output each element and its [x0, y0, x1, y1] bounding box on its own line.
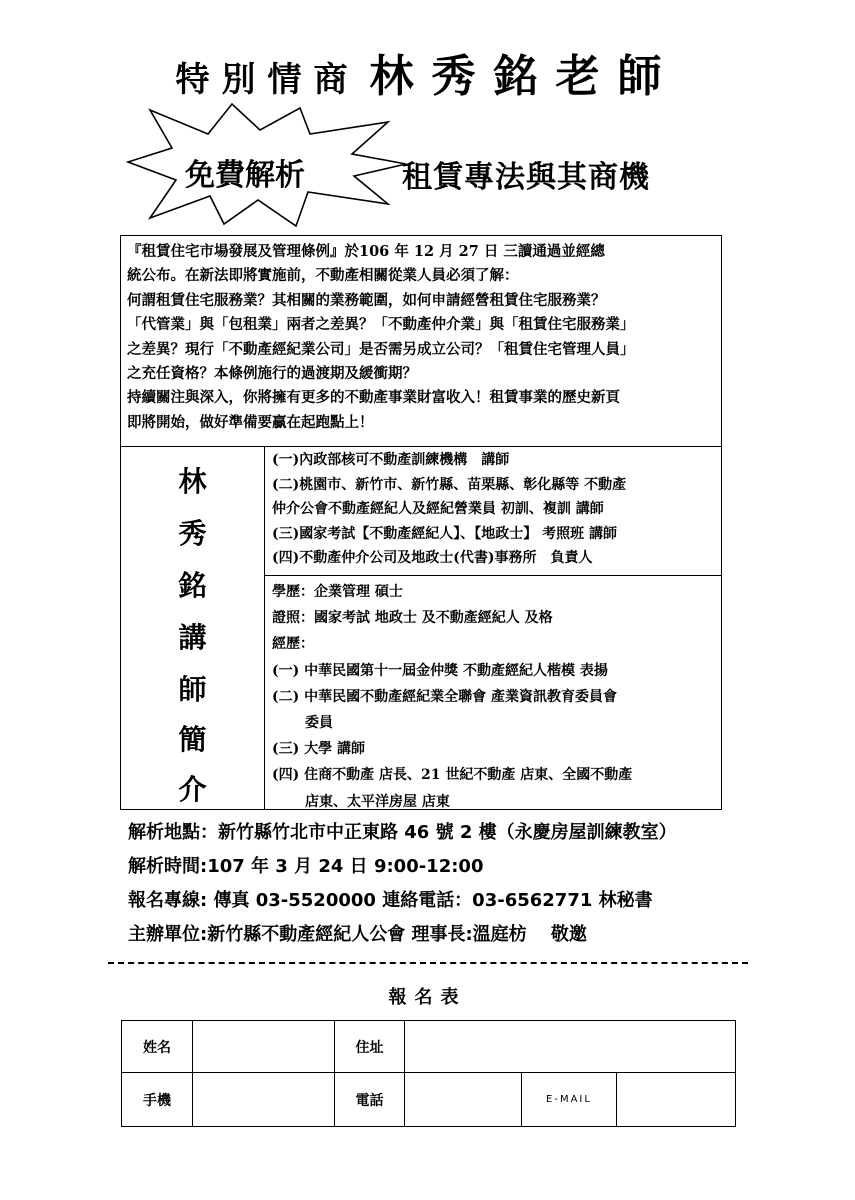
bio-heading-char: 講 [178, 621, 207, 654]
intro-line: 『租賃住宅市場發展及管理條例』於106 年 12 月 27 日 三讀通過並經總 [127, 243, 605, 260]
bio-heading-char: 介 [178, 773, 207, 806]
experience-line: 委員 [305, 715, 333, 732]
page-title [0, 40, 855, 104]
organizer-line: 主辦單位:新竹縣不動產經紀人公會 理事長:溫庭枋 敬邀 [128, 924, 587, 945]
experience-line: (二) 中華民國不動產經紀業全聯會 產業資訊教育委員會 [272, 688, 617, 705]
name-label: 姓名 [122, 1021, 193, 1073]
license-line: 證照：國家考試 地政士 及不動產經紀人 及格 [272, 610, 553, 627]
bio-heading-char: 秀 [178, 517, 207, 550]
bio-heading-char: 簡 [178, 723, 207, 756]
mobile-label: 手機 [122, 1073, 193, 1127]
experience-label: 經歷： [272, 636, 314, 653]
intro-box [120, 235, 722, 447]
subtitle: 租賃專法與其商機 [402, 160, 650, 195]
experience-line: (一) 中華民國第十一屆金仲獎 不動產經紀人楷模 表揚 [272, 662, 608, 679]
credential-line: 仲介公會不動產經紀人及經紀營業員 初訓、複訓 講師 [272, 501, 604, 517]
speaker-bio [120, 446, 722, 810]
phone-field[interactable] [405, 1073, 522, 1127]
bio-credentials [265, 446, 722, 576]
time-line: 解析時間:107 年 3 月 24 日 9:00-12:00 [128, 856, 484, 877]
bio-heading-char: 銘 [178, 569, 207, 602]
intro-line: 「代管業」與「包租業」兩者之差異？「不動產仲介業」與「租賃住宅服務業」 [127, 316, 635, 334]
phone-label: 電話 [335, 1073, 405, 1127]
credential-line: (一)內政部核可不動產訓練機構 講師 [272, 452, 510, 468]
experience-line: 店東、太平洋房屋 店東 [305, 793, 450, 810]
title-name: 林秀銘老師 [369, 51, 680, 102]
bio-heading-char: 林 [178, 465, 207, 498]
address-label: 住址 [335, 1021, 405, 1073]
email-label: E-MAIL [522, 1073, 617, 1127]
mobile-field[interactable] [193, 1073, 335, 1127]
cut-line [108, 962, 748, 964]
intro-line: 統公布。在新法即將實施前，不動產相關從業人員必須了解： [127, 267, 519, 285]
bio-heading-char: 師 [178, 673, 207, 706]
form-title: 報名表 [388, 987, 467, 1008]
experience-line: (四) 住商不動產 店長、21 世紀不動產 店東、全國不動產 [272, 767, 633, 784]
registration-form [121, 1020, 736, 1127]
free-analysis-label: 免費解析 [185, 158, 305, 193]
contact-line: 報名專線: 傳真 03-5520000 連絡電話：03-6562771 林秘書 [128, 890, 653, 911]
intro-line: 之充任資格？本條例施行的過渡期及緩衝期？ [127, 365, 417, 383]
address-field[interactable] [405, 1021, 736, 1073]
education-line: 學歷：企業管理 碩士 [272, 584, 403, 600]
bio-heading [121, 446, 265, 809]
title-prefix: 特別情商 [175, 60, 360, 100]
intro-line: 何謂租賃住宅服務業？其相關的業務範圍，如何申請經營租賃住宅服務業？ [127, 291, 606, 309]
credential-line: (三)國家考試【不動產經紀人】、【地政士】 考照班 講師 [272, 525, 617, 542]
credential-line: (二)桃園市、新竹市、新竹縣、苗栗縣、彰化縣等 不動產 [272, 476, 627, 493]
bio-background [265, 576, 722, 809]
name-field[interactable] [193, 1021, 335, 1073]
credential-line: (四)不動產仲介公司及地政士(代書)事務所 負責人 [272, 550, 593, 566]
intro-line: 持續關注與深入，你將擁有更多的不動產事業財富收入！租賃事業的歷史新頁 [127, 389, 620, 407]
experience-line: (三) 大學 講師 [272, 741, 365, 758]
intro-line: 即將開始，做好準備要贏在起跑點上！ [127, 413, 374, 431]
intro-line: 之差異？現行「不動產經紀業公司」是否需另成立公司？「租賃住宅管理人員」 [127, 340, 635, 358]
location-line: 解析地點：新竹縣竹北市中正東路 46 號 2 樓（永慶房屋訓練教室） [128, 822, 677, 843]
email-field[interactable] [617, 1073, 736, 1127]
